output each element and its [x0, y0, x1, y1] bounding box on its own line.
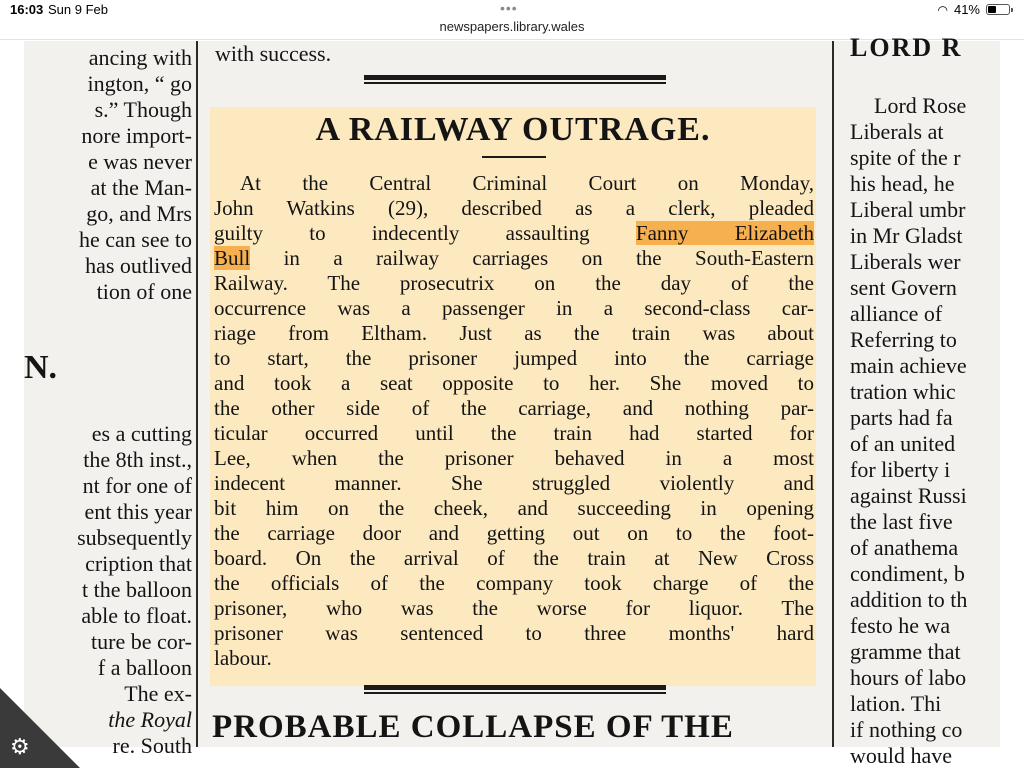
article-line — [214, 246, 814, 272]
left-line: tion of one — [96, 279, 192, 304]
column-rule — [196, 41, 198, 747]
section-rule — [364, 82, 666, 84]
article-line: the other side of the carriage, and nothing par- — [214, 396, 814, 420]
left-line: cription that — [85, 551, 192, 576]
left-line: able to float. — [81, 603, 192, 628]
middle-column — [210, 41, 828, 747]
left-line: at the Man- — [90, 175, 192, 200]
left-line: he can see to — [79, 227, 192, 252]
article-line: indecent manner. She struggled violently and — [214, 471, 814, 495]
right-line: his head, he — [850, 171, 955, 196]
right-line: would have — [850, 743, 953, 768]
right-line: sent Govern — [850, 275, 957, 300]
left-line: f a balloon — [97, 655, 192, 680]
highlighted-search-term[interactable]: Bull — [214, 246, 251, 270]
right-line: in Mr Gladst — [850, 223, 963, 248]
article-line: occurrence was a passenger in a second-class car- — [214, 296, 814, 320]
article-line: riage from Eltham. Just as the train was about — [214, 321, 814, 345]
wifi-icon: ◠ — [937, 2, 948, 17]
left-line: ington, “ go — [87, 71, 192, 96]
article-line: labour. — [214, 646, 272, 670]
battery-fill — [988, 6, 996, 13]
left-line: has outlived — [85, 253, 192, 278]
left-heading-fragment: N. — [24, 349, 58, 386]
column-rule — [832, 41, 834, 747]
left-line: re. South — [112, 733, 192, 758]
article-line: and took a seat opposite to her. She moved to — [214, 371, 814, 395]
right-line: Liberals wer — [850, 249, 961, 274]
right-line: condiment, b — [850, 561, 965, 586]
battery-percent: 41% — [953, 2, 980, 17]
left-line: ent this year — [84, 499, 192, 524]
left-line: ture be cor- — [91, 629, 192, 654]
left-column — [24, 41, 192, 758]
left-line: t the balloon — [82, 577, 192, 602]
highlighted-search-term[interactable]: Fanny Elizabeth — [635, 221, 814, 245]
article-line: At the Central Criminal Court on Monday, — [240, 171, 814, 195]
left-line: subsequently — [77, 525, 192, 550]
right-line: lation. Thi — [850, 691, 942, 716]
left-line: ancing with — [88, 45, 192, 70]
status-time: 16:03 — [10, 2, 44, 17]
article-line: board. On the arrival of the train at New Cross — [214, 546, 814, 570]
right-line: parts had fa — [850, 405, 953, 430]
newspaper-scan[interactable] — [24, 33, 1000, 768]
article-line: the carriage door and getting out on to the foot- — [214, 521, 814, 545]
right-column — [844, 33, 1004, 768]
status-right — [937, 2, 1010, 17]
article-line: ticular occurred until the train had started for — [214, 421, 814, 445]
title-divider — [482, 156, 546, 158]
section-rule — [364, 692, 666, 694]
article-line: John Watkins (29), described as a clerk, pleaded — [214, 196, 814, 220]
right-line: spite of the r — [850, 145, 961, 170]
right-line: addition to th — [850, 587, 968, 612]
article-line-text: guilty to indecently assaulting — [214, 221, 590, 245]
right-line: Lord Rose — [874, 93, 967, 118]
settings-button[interactable] — [0, 688, 80, 768]
right-line: Liberal umbr — [850, 197, 966, 222]
right-line: alliance of — [850, 301, 943, 326]
article-line — [214, 221, 814, 247]
right-line: of an united — [850, 431, 956, 456]
status-bar — [0, 0, 1024, 20]
article-title: A RAILWAY OUTRAGE. — [315, 111, 711, 148]
left-line: e was never — [88, 149, 192, 174]
left-line: the Royal — [108, 707, 192, 732]
right-line: Referring to — [850, 327, 957, 352]
left-line: s.” Though — [94, 97, 192, 122]
article-line: prisoner, who was the worse for liquor. The — [214, 596, 814, 620]
url-bar[interactable]: newspapers.library.wales — [0, 18, 1024, 40]
right-line: of anathema — [850, 535, 959, 560]
article-line-text: in a railway carriages on the South-Eastern — [283, 246, 814, 270]
article-line: prisoner was sentenced to three months' hard — [214, 621, 814, 645]
article-line: Lee, when the prisoner behaved in a most — [214, 446, 814, 470]
multitasking-dots-icon[interactable]: ••• — [500, 0, 518, 16]
gear-icon[interactable]: ⚙ — [10, 735, 30, 760]
left-line: es a cutting — [91, 421, 192, 446]
left-line: nt for one of — [82, 473, 192, 498]
left-line: nore import- — [81, 123, 192, 148]
right-line: the last five — [850, 509, 953, 534]
right-heading-fragment: LORD R — [850, 33, 963, 62]
left-line: the 8th inst., — [83, 447, 192, 472]
right-line: tration whic — [850, 379, 956, 404]
battery-icon — [986, 4, 1010, 15]
article-line: Railway. The prosecutrix on the day of the — [214, 271, 814, 295]
right-line: if nothing co — [850, 717, 963, 742]
right-line: hours of labo — [850, 665, 967, 690]
right-line: against Russi — [850, 483, 967, 508]
left-line: go, and Mrs — [86, 201, 192, 226]
section-rule — [364, 75, 666, 80]
article-line: bit him on the cheek, and succeeding in opening — [214, 496, 814, 520]
right-line: gramme that — [850, 639, 961, 664]
article-line: the officials of the company took charge of the — [214, 571, 814, 595]
previous-article-text: with success. — [215, 41, 332, 66]
section-rule — [364, 685, 666, 690]
right-line: festo he wa — [850, 613, 951, 638]
right-line: for liberty i — [850, 457, 951, 482]
right-line: main achieve — [850, 353, 967, 378]
article-line: to start, the prisoner jumped into the carriage — [214, 346, 814, 370]
next-article-title: PROBABLE COLLAPSE OF THE — [212, 709, 734, 745]
right-line: Liberals at — [850, 119, 944, 144]
status-date: Sun 9 Feb — [48, 2, 108, 17]
left-line: The ex- — [124, 681, 192, 706]
